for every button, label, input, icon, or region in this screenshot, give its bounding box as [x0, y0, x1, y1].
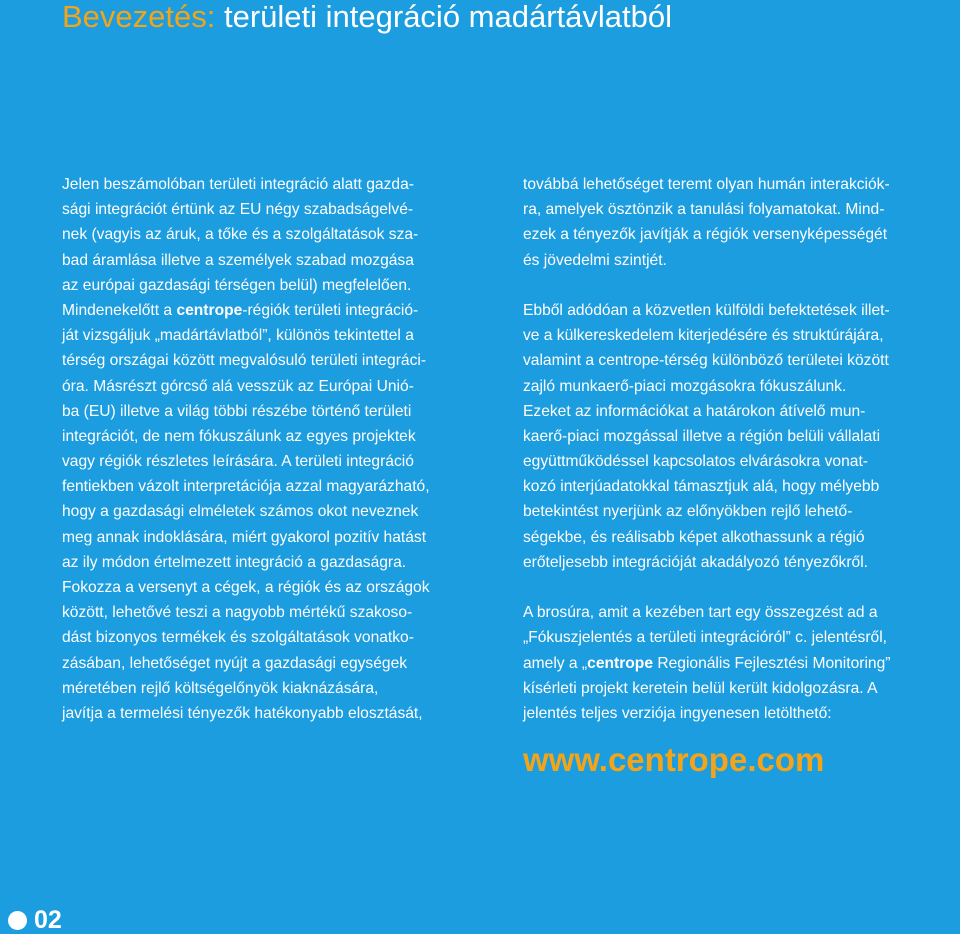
text-line: zajló munkaerő-piaci mozgásokra fókuszálunk.	[523, 377, 847, 395]
text-line: továbbá lehetőséget teremt olyan humán interakciók-	[523, 176, 890, 193]
text-line: ségekbe, és reálisabb képet alkothassunk a régió	[523, 528, 865, 546]
text-line: kísérleti projekt keretein belül került kidolgozásra. A	[523, 679, 878, 697]
page-marker	[8, 907, 62, 933]
text-line: óra. Másrészt górcső alá vesszük az Európai Unió-	[62, 377, 414, 395]
text-line: méretében rejlő költségelőnyök kiaknázására,	[62, 679, 379, 697]
title-accent: Bevezetés:	[62, 0, 216, 34]
text-line: „Fókuszjelentés a területi integrációról” c. jelentésről,	[523, 629, 888, 647]
brand-name: centrope	[176, 301, 243, 319]
text-line: együttműködéssel kapcsolatos elvárásokra vonat-	[523, 453, 868, 471]
paragraph-gap	[523, 273, 960, 298]
text-segment: amely a „	[523, 654, 588, 672]
page-number: 02	[34, 906, 62, 934]
text-line: ra, amelyek ösztönzik a tanulási folyamatokat. Mind-	[523, 201, 885, 219]
text-line: zásában, lehetőséget nyújt a gazdasági egységek	[62, 654, 408, 672]
text-line: integrációt, de nem fókuszálunk az egyes projektek	[62, 427, 416, 445]
text-line: bad áramlása illetve a személyek szabad mozgása	[62, 251, 414, 269]
text-segment: Regionális Fejlesztési Monitoring”	[653, 654, 891, 672]
text-line: hogy a gazdasági elméletek számos okot neveznek	[62, 503, 419, 521]
text-line: az európai gazdasági térségen belül) megfelelően.	[62, 276, 412, 294]
text-line	[523, 651, 960, 676]
text-line: jelentés teljes verziója ingyenesen letölthető:	[523, 704, 832, 722]
left-column	[62, 172, 502, 726]
text-line	[62, 298, 502, 323]
page-title	[62, 0, 672, 36]
text-line: térség országai között megvalósuló területi integráci-	[62, 352, 427, 370]
bullet-dot-icon	[8, 911, 27, 930]
text-line: Ezeket az információkat a határokon átívelő mun-	[523, 402, 866, 420]
text-line: az ily módon értelmezett integráció a gazdaságra.	[62, 553, 407, 571]
text-line: Jelen beszámolóban területi integráció alatt gazda-	[62, 176, 414, 193]
text-line: kozó interjúadatokkal támasztjuk alá, hogy mélyebb	[523, 478, 880, 496]
text-line: nek (vagyis az áruk, a tőke és a szolgáltatások sza-	[62, 226, 419, 244]
text-line: fentiekben vázolt interpretációja azzal magyarázható,	[62, 478, 430, 496]
text-line: vagy régiók részletes leírására. A területi integráció	[62, 453, 414, 471]
text-line: között, lehetővé teszi a nagyobb mértékű szakoso-	[62, 604, 413, 622]
text-segment: -régiók területi integráció-	[242, 301, 419, 319]
text-line: valamint a centrope-térség különböző területei között	[523, 352, 889, 370]
text-line: sági integrációt értünk az EU négy szabadságelvé-	[62, 201, 414, 219]
text-line: ba (EU) illetve a világ többi részébe történő területi	[62, 402, 412, 420]
paragraph-gap	[523, 575, 960, 600]
brand-name: centrope	[587, 654, 653, 672]
text-line: Fokozza a versenyt a cégek, a régiók és az országok	[62, 579, 430, 596]
text-line: dást bizonyos termékek és szolgáltatások vonatko-	[62, 629, 414, 647]
text-line: ezek a tényezők javítják a régiók versenyképességét	[523, 226, 888, 244]
text-line: ját vizsgáljuk „madártávlatból”, különös tekintettel a	[62, 327, 414, 345]
title-text: területi integráció madártávlatból	[215, 0, 673, 34]
text-line: betekintést nyerjünk az előnyökben rejlő lehető-	[523, 503, 853, 521]
text-line: Ebből adódóan a közvetlen külföldi befektetések illet-	[523, 301, 890, 319]
text-line: meg annak indoklására, miért gyakorol pozitív hatást	[62, 528, 427, 546]
text-line: erőteljesebb integrációját akadályozó tényezőkről.	[523, 553, 869, 571]
text-line: A brosúra, amit a kezében tart egy összegzést ad a	[523, 604, 878, 622]
text-segment: Mindenekelőtt a	[62, 301, 177, 319]
text-line: kaerő-piaci mozgással illetve a régión belüli vállalati	[523, 427, 881, 445]
right-column	[523, 172, 960, 726]
text-line: javítja a termelési tényezők hatékonyabb elosztását,	[62, 704, 423, 722]
website-url: www.centrope.com	[523, 741, 825, 778]
text-line: ve a külkereskedelem kiterjedésére és struktúrájára,	[523, 327, 884, 345]
text-line: és jövedelmi szintjét.	[523, 251, 667, 269]
